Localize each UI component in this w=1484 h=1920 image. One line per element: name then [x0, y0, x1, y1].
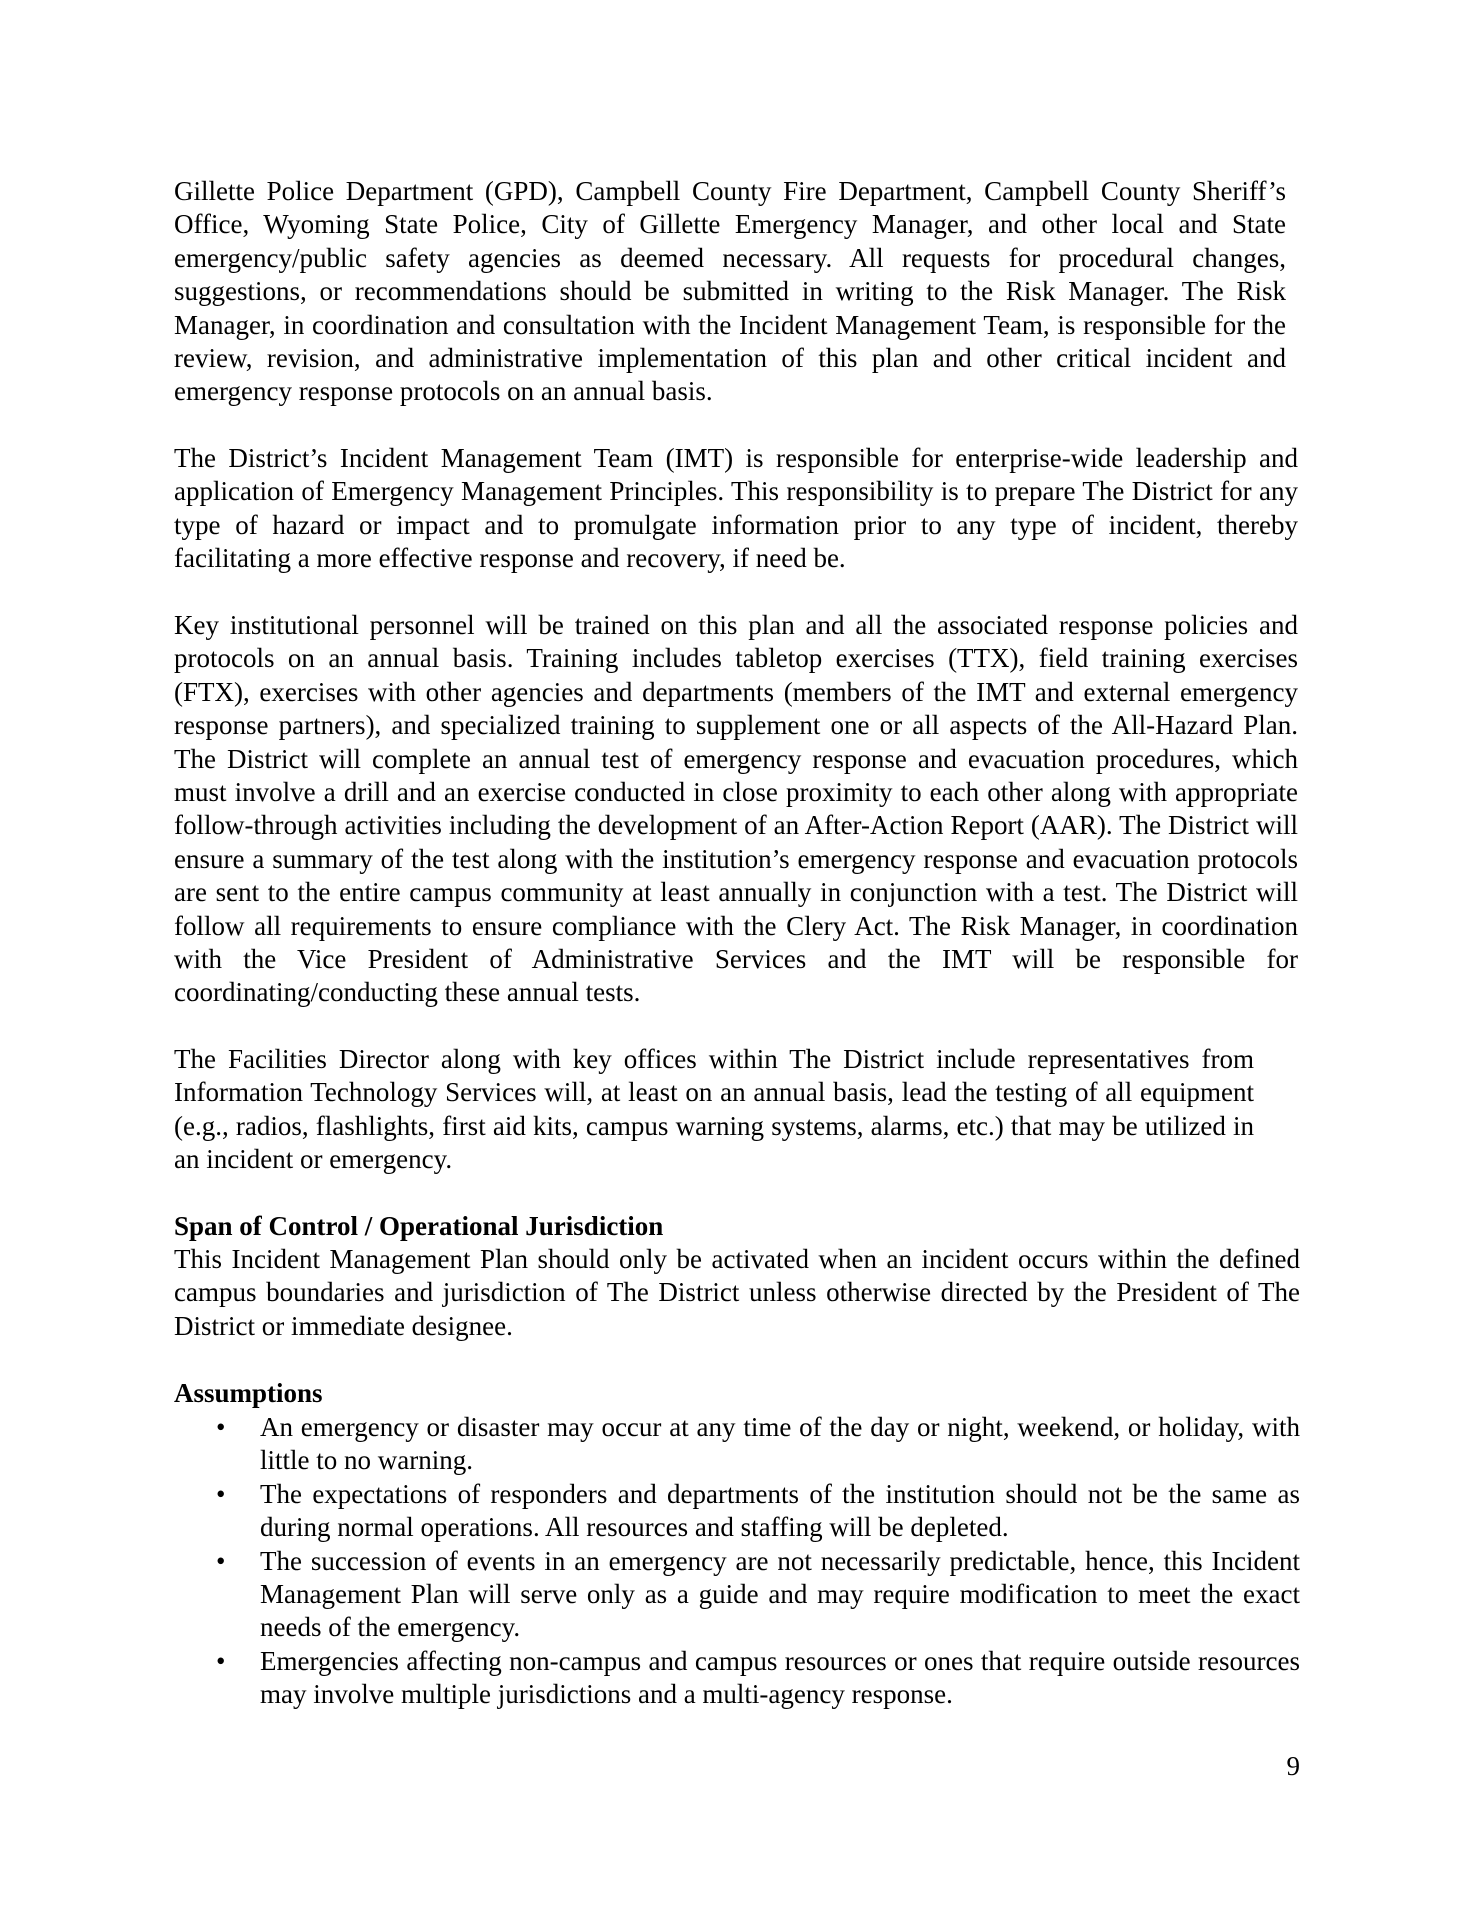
list-item: [174, 1411, 1300, 1478]
heading-span-of-control: Span of Control / Operational Jurisdiction: [174, 1211, 664, 1241]
list-item-text: An emergency or disaster may occur at any time of the day or night, weekend, or holiday, with little to no warning.: [260, 1412, 1300, 1476]
bullet-icon: •: [216, 1412, 226, 1442]
paragraph-imt: The District’s Incident Management Team (IMT) is responsible for enterprise-wide leadership and application of Emergency Management Principles. This responsibility is to prepare The District for any type of hazard or impact and to promulgate information prior to any type of incident, thereby facilitating a more effective response and recovery, if need be.: [174, 443, 1298, 574]
list-item: [174, 1645, 1300, 1712]
assumptions-list: [174, 1411, 1300, 1712]
list-item: [174, 1478, 1300, 1545]
bullet-icon: •: [216, 1478, 226, 1509]
paragraph-training: Key institutional personnel will be trained on this plan and all the associated response policies and protocols on an annual basis. Training includes tabletop exercises (TTX), field training exercises (FTX), exercises with other agencies and departments (members of the IMT and external emergency response partners), and specialized training to supplement one or all aspects of the All-Hazard Plan. The District will complete an annual test of emergency response and evacuation procedures, which must involve a drill and an exercise conducted in close proximity to each other along with appropriate follow-through activities including the development of an After-Action Report (AAR). The District will ensure a summary of the test along with the institution’s emergency response and evacuation protocols are sent to the entire campus community at least annually in conjunction with a test. The District will follow all requirements to ensure compliance with the Clery Act. The Risk Manager, in coordination with the Vice President of Administrative Services and the IMT will be responsible for coordinating/conducting these annual tests.: [174, 610, 1298, 1008]
list-item: [174, 1545, 1300, 1645]
list-item-text: The expectations of responders and departments of the institution should not be the same as during normal operations. All resources and staffing will be depleted.: [260, 1478, 1300, 1543]
bullet-icon: •: [216, 1545, 226, 1576]
paragraph-jurisdiction: This Incident Management Plan should only be activated when an incident occurs within the defined campus boundaries and jurisdiction of The District unless otherwise directed by the President of The District or immediate designee.: [174, 1244, 1300, 1341]
bullet-icon: •: [216, 1645, 226, 1676]
list-item-text: The succession of events in an emergency are not necessarily predictable, hence, this Incident Management Plan will serve only as a guide and may require modification to meet the exact needs of the emergency.: [260, 1545, 1300, 1643]
heading-assumptions: Assumptions: [174, 1378, 323, 1408]
list-item-text: Emergencies affecting non-campus and campus resources or ones that require outside resources may involve multiple jurisdictions and a multi-agency response.: [260, 1645, 1300, 1710]
paragraph-equipment-testing: The Facilities Director along with key offices within The District include representatives from Information Technology Services will, at least on an annual basis, lead the testing of all equipment (e.g., radios, flashlights, first aid kits, campus warning systems, alarms, etc.) that may be utilized in an incident or emergency.: [174, 1044, 1254, 1175]
page-number: 9: [1286, 1751, 1300, 1781]
paragraph-agencies: Gillette Police Department (GPD), Campbell County Fire Department, Campbell County Sheriff’s Office, Wyoming State Police, City of Gillette Emergency Manager, and other local and State emergency/public safety agencies as deemed necessary. All requests for procedural changes, suggestions, or recommendations should be submitted in writing to the Risk Manager. The Risk Manager, in coordination and consultation with the Incident Management Team, is responsible for the review, revision, and administrative implementation of this plan and other critical incident and emergency response protocols on an annual basis.: [174, 176, 1286, 407]
